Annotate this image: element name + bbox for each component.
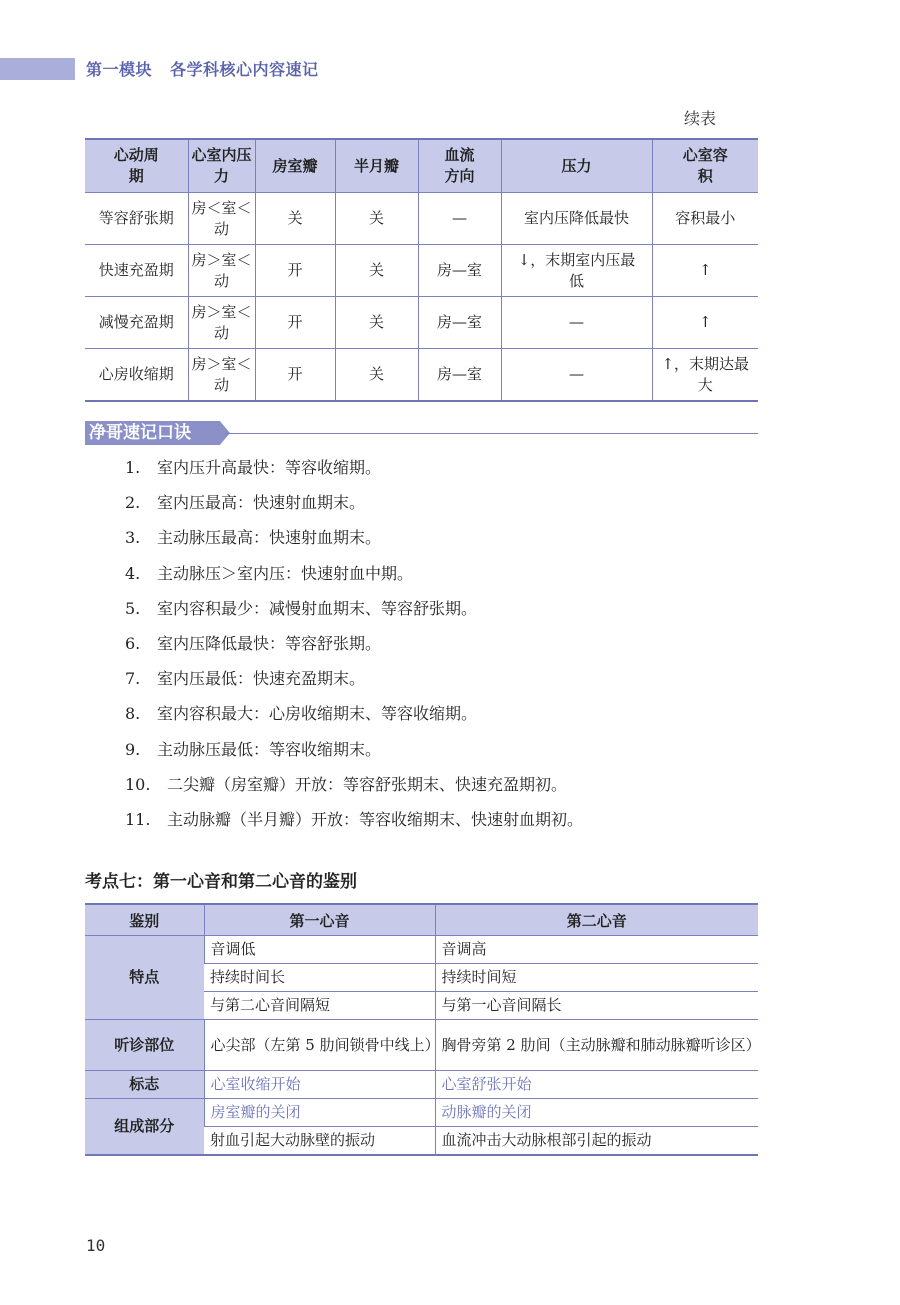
page-number: 10 (86, 1236, 106, 1255)
item-number: 11. (125, 809, 151, 829)
header-av-valve: 房室瓣 (255, 139, 335, 193)
header-first-sound: 第一心音 (204, 904, 435, 936)
row-label-marker: 标志 (85, 1071, 204, 1099)
cell-pressure-change: 室内压降低最快 (501, 193, 652, 245)
section-title: 考点七：第一心音和第二心音的鉴别 (85, 872, 357, 892)
cell-first-sound: 音调低 (204, 936, 435, 964)
cell-flow: 房—室 (418, 349, 501, 402)
item-text: 主动脉压＞室内压：快速射血中期。 (157, 563, 414, 583)
item-text: 主动脉压最低：等容收缩期末。 (157, 739, 382, 759)
row-label-components: 组成部分 (85, 1099, 204, 1156)
cell-flow: 房—室 (418, 297, 501, 349)
cell-pressure: 房＞室＜动 (188, 297, 255, 349)
item-text: 室内压降低最快：等容舒张期。 (157, 633, 382, 653)
header-pressure: 心室内压力 (188, 139, 255, 193)
item-number: 5. (125, 598, 141, 618)
cell-second-sound: 持续时间短 (435, 964, 758, 992)
cardiac-cycle-table (85, 138, 758, 402)
cell-phase: 快速充盈期 (85, 245, 188, 297)
item-number: 2. (125, 493, 141, 513)
list-item (125, 696, 583, 731)
cell-pressure: 房＞室＜动 (188, 245, 255, 297)
list-item (125, 520, 583, 555)
cell-first-sound: 房室瓣的关闭 (204, 1099, 435, 1127)
cell-pressure: 房＞室＜动 (188, 349, 255, 402)
cell-pressure-change: — (501, 349, 652, 402)
cell-flow: — (418, 193, 501, 245)
item-number: 4. (125, 563, 141, 583)
header-pressure-change: 压力 (501, 139, 652, 193)
cell-phase: 心房收缩期 (98, 365, 174, 383)
item-text: 室内压升高最快：等容收缩期。 (157, 458, 382, 477)
cell-semilunar-valve: 关 (335, 245, 418, 297)
item-number: 7. (125, 669, 141, 689)
header-bar (0, 58, 75, 80)
list-item (125, 450, 583, 485)
table-row (85, 349, 758, 402)
cell-av-valve: 开 (255, 245, 335, 297)
cell-first-sound: 与第二心音间隔短 (204, 992, 435, 1020)
table-row (85, 1099, 758, 1127)
list-item (125, 626, 583, 661)
header-flow: 血流方向 (418, 139, 501, 193)
list-item (125, 591, 583, 626)
mnemonic-divider (225, 433, 758, 434)
table-header-row (85, 904, 758, 936)
item-text: 室内压最低：快速充盈期末。 (157, 669, 366, 689)
table-row (85, 193, 758, 245)
row-label-features: 特点 (85, 936, 204, 1020)
cell-phase: 减慢充盈期 (85, 297, 188, 349)
table-row (85, 245, 758, 297)
cell-semilunar-valve: 关 (335, 297, 418, 349)
item-number: 6. (125, 633, 141, 653)
header-criterion: 鉴别 (85, 904, 204, 936)
item-number: 10. (125, 774, 151, 794)
table-row (85, 936, 758, 964)
list-item (125, 732, 583, 767)
header-semilunar-valve: 半月瓣 (335, 139, 418, 193)
cell-second-sound: 胸骨旁第 2 肋间（主动脉瓣和肺动脉瓣听诊区） (435, 1020, 758, 1071)
list-item (125, 485, 583, 520)
cell-volume: 容积最小 (652, 193, 758, 245)
item-text: 二尖瓣（房室瓣）开放：等容舒张期末、快速充盈期初。 (167, 774, 568, 794)
subject-label: 各学科核心内容速记 (170, 60, 319, 79)
item-text: 室内压最高：快速射血期末。 (157, 493, 366, 513)
item-number: 1. (125, 458, 141, 477)
mnemonic-title: 净哥速记口诀 (89, 423, 191, 443)
list-item (125, 661, 583, 696)
module-label: 第一模块 (86, 60, 153, 79)
table-header-row (85, 139, 758, 193)
item-text: 主动脉压最高：快速射血期末。 (157, 528, 382, 548)
item-number: 3. (125, 528, 141, 548)
item-number: 9. (125, 739, 141, 759)
cell-volume: ↑，末期达最大 (652, 349, 758, 402)
list-item (125, 556, 583, 591)
item-text: 室内容积最大：心房收缩期末、等容收缩期。 (157, 704, 478, 724)
cell-phase: 等容舒张期 (85, 193, 188, 245)
cell-flow: 房—室 (418, 245, 501, 297)
header-second-sound: 第二心音 (435, 904, 758, 936)
cell-first-sound: 心室收缩开始 (204, 1071, 435, 1099)
cell-pressure-change: — (501, 297, 652, 349)
item-text: 主动脉瓣（半月瓣）开放：等容收缩期末、快速射血期初。 (167, 809, 584, 829)
list-item (125, 767, 583, 802)
continued-label: 续表 (684, 109, 717, 128)
cell-av-valve: 开 (255, 297, 335, 349)
cell-av-valve: 开 (255, 349, 335, 402)
table-row (85, 1020, 758, 1071)
cell-second-sound: 音调高 (435, 936, 758, 964)
cell-second-sound: 血流冲击大动脉根部引起的振动 (435, 1127, 758, 1156)
cell-second-sound: 动脉瓣的关闭 (435, 1099, 758, 1127)
heart-sound-table (85, 903, 761, 1156)
cell-first-sound: 射血引起大动脉壁的振动 (210, 1131, 376, 1149)
header-volume: 心室容积 (652, 139, 758, 193)
cell-first-sound: 持续时间长 (204, 964, 435, 992)
header-cycle: 心动周期 (85, 139, 188, 193)
table-row (85, 1071, 758, 1099)
cell-semilunar-valve: 关 (335, 349, 418, 402)
table-row (85, 297, 758, 349)
row-label-auscultation: 听诊部位 (85, 1020, 204, 1071)
cell-second-sound: 心室舒张开始 (435, 1071, 758, 1099)
item-number: 8. (125, 704, 141, 724)
cell-pressure: 房＜室＜动 (188, 193, 255, 245)
cell-volume: ↑ (652, 245, 758, 297)
list-item (125, 802, 583, 837)
cell-semilunar-valve: 关 (335, 193, 418, 245)
running-header (86, 57, 319, 80)
cell-volume: ↑ (652, 297, 758, 349)
cell-pressure-change: ↓，末期室内压最低 (501, 245, 652, 297)
cell-second-sound: 与第一心音间隔长 (435, 992, 758, 1020)
item-text: 室内容积最少：减慢射血期末、等容舒张期。 (157, 598, 478, 618)
cell-first-sound: 心尖部（左第 5 肋间锁骨中线上） (204, 1020, 435, 1071)
mnemonic-list (125, 450, 583, 837)
cell-av-valve: 关 (255, 193, 335, 245)
